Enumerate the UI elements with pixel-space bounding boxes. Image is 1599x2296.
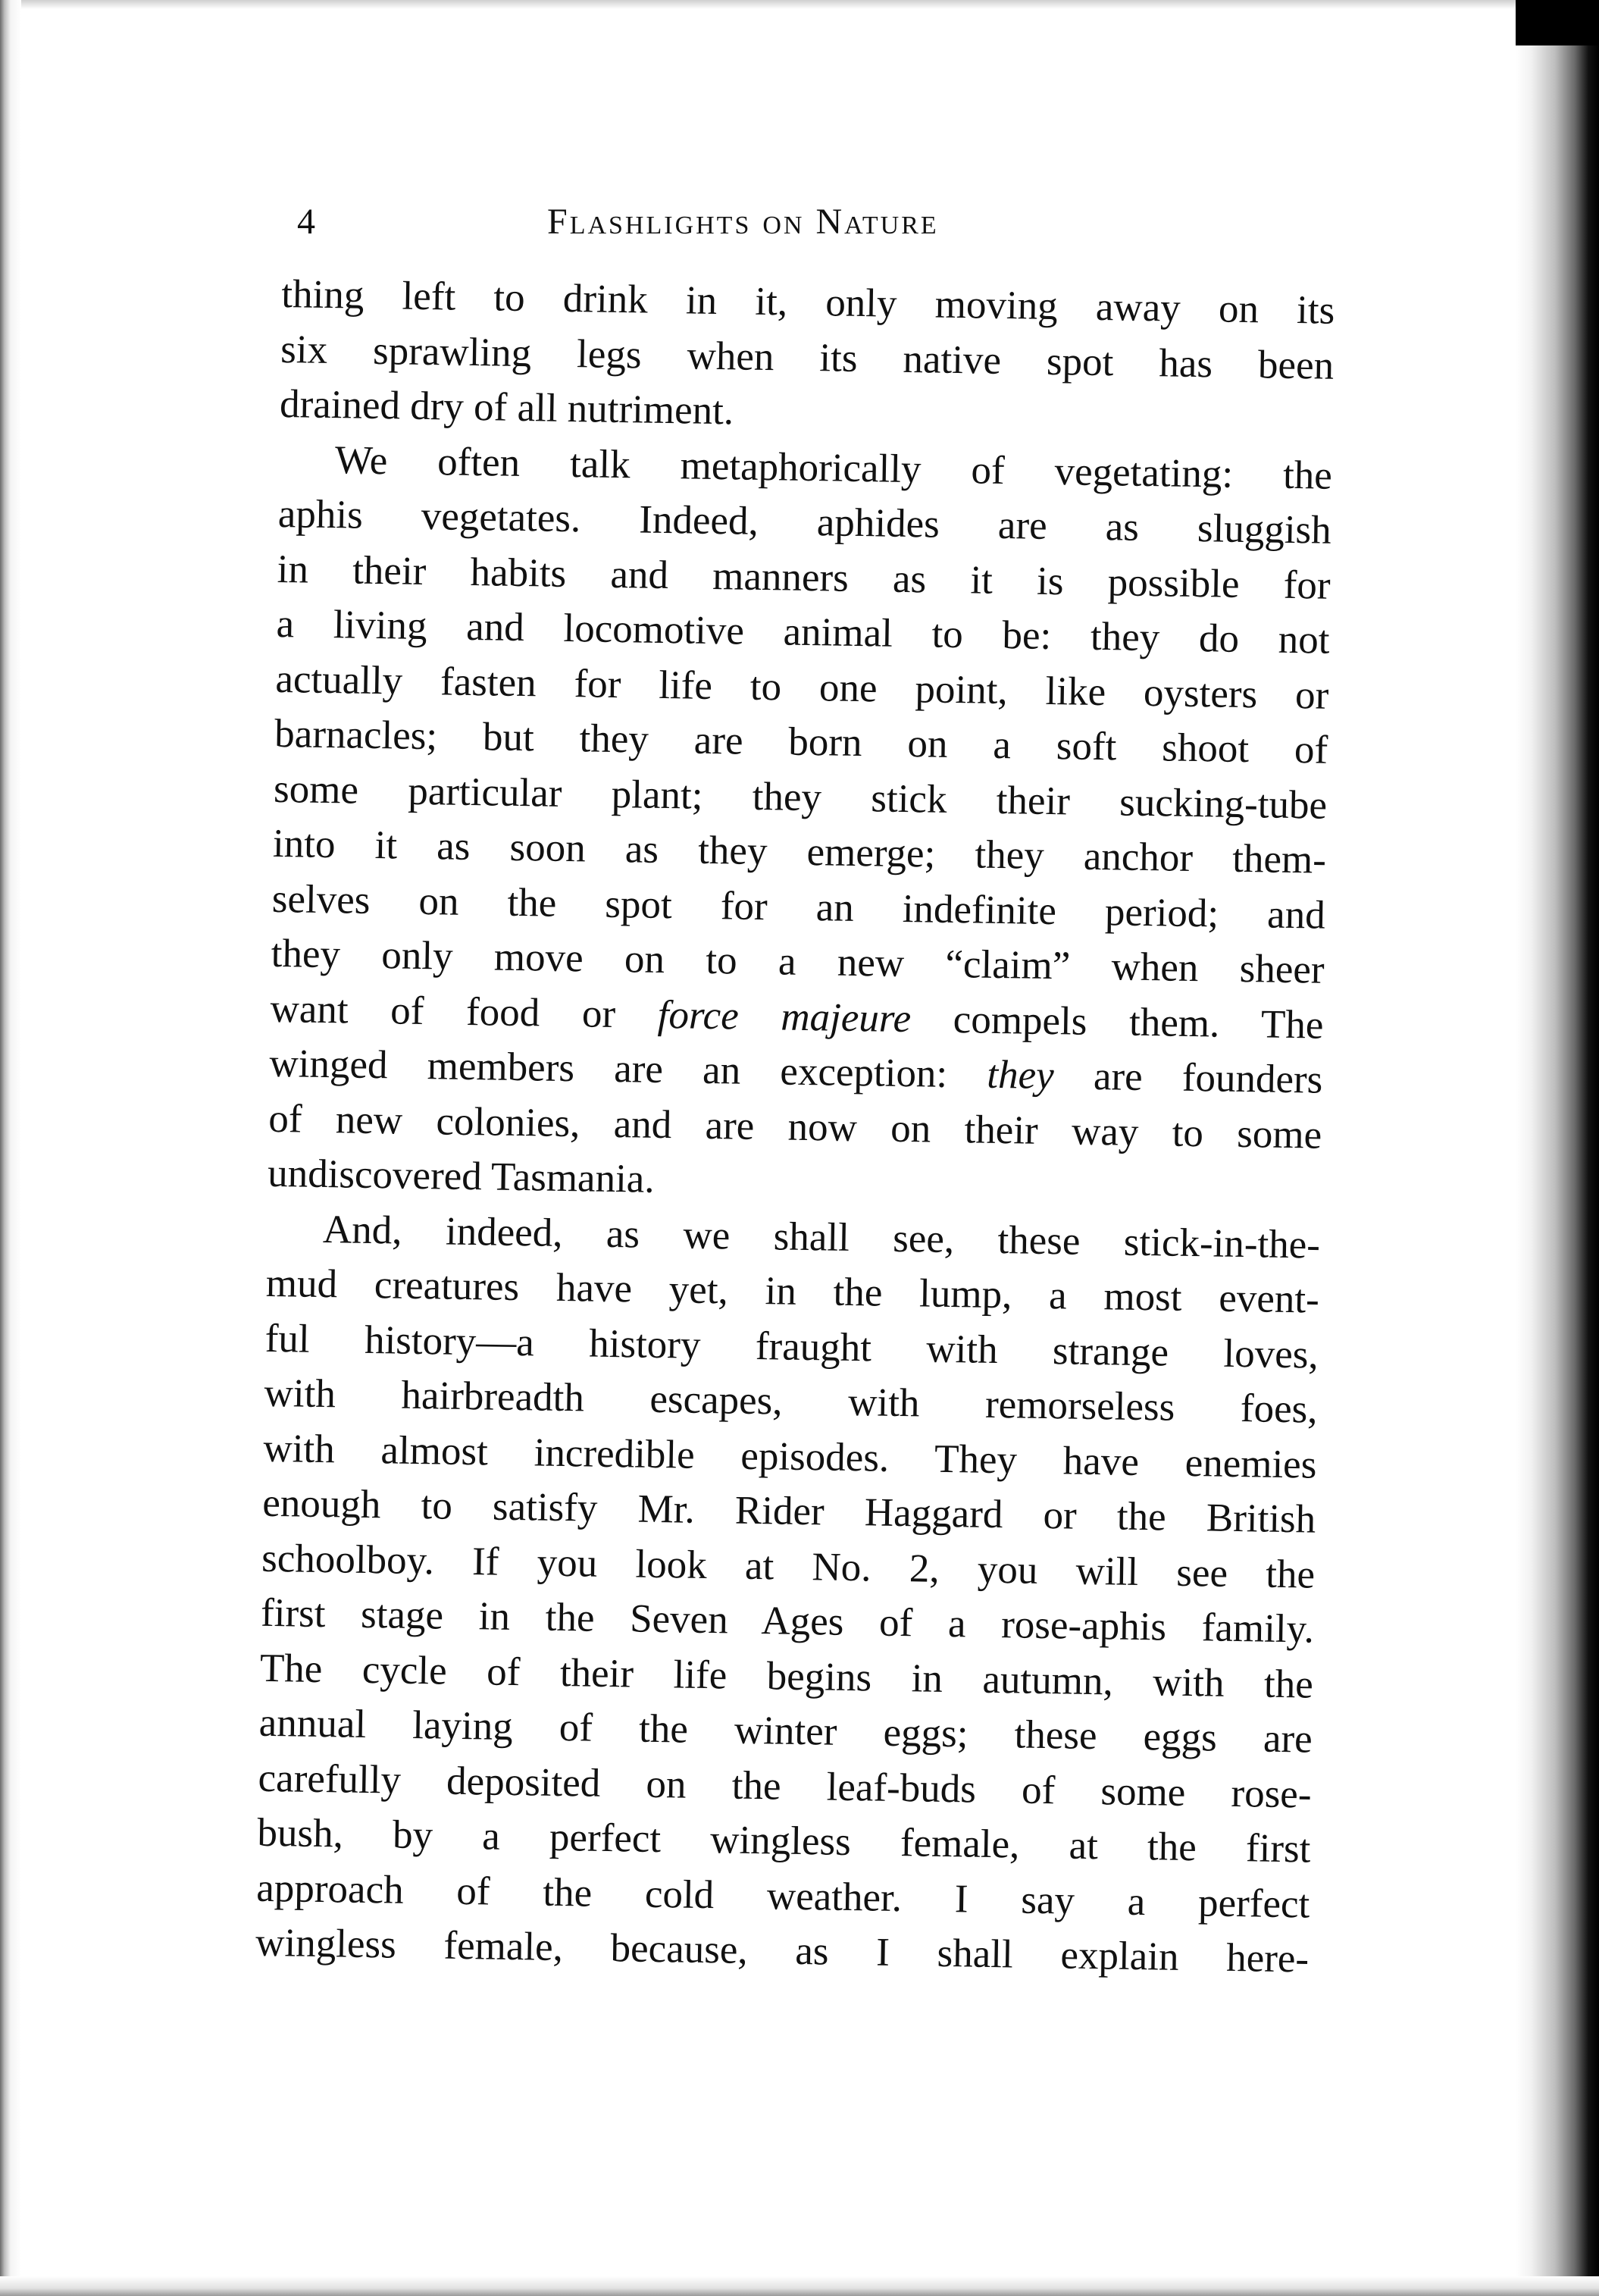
text-line-content: of new colonies, and are now on their way to some [268,1096,1322,1157]
text-line-content: some particular plant; they stick their sucking-tube [273,766,1328,828]
text-line-content: winged members are an exception: they are founders [269,1041,1323,1102]
text-line-content: thing left to drink in it, only moving away on its [280,271,1335,333]
text-line-content: carefully deposited on the leaf-buds of some rose- [258,1756,1312,1817]
text-line-content: mud creatures have yet, in the lump, a most event- [265,1261,1320,1322]
italic-phrase: force majeure [657,992,912,1041]
text-line-content: actually fasten for life to one point, like oysters or [275,656,1329,718]
text-line-content: enough to satisfy Mr. Rider Haggard or the British [261,1480,1316,1542]
page-left-edge [0,0,21,2296]
text-line-content: wingless female, because, as I shall explain here- [255,1920,1310,1981]
text-line-content: The cycle of their life begins in autumn, with the [259,1646,1314,1707]
text-line-content: ful history—a history fraught with strange loves, [264,1316,1319,1377]
text-line-content: six sprawling legs when its native spot has been [280,327,1335,388]
book-spine-top [1516,0,1599,45]
text-line-content: with almost incredible episodes. They have enemies [263,1426,1317,1487]
text-line-content: schoolboy. If you look at No. 2, you will see the [261,1536,1316,1597]
italic-phrase: they [986,1052,1055,1098]
text-line-content: in their habits and manners as it is possible for [277,547,1331,608]
page-number: 4 [297,202,315,242]
text-line-content: drained dry of all nutriment. [279,381,734,434]
running-title: Flashlights on Nature [547,202,939,242]
text-line-content: they only move on to a new “claim” when sheer [271,931,1325,992]
text-line-content: And, indeed, as we shall see, these stick-in-the- [322,1207,1321,1267]
text-line-content: selves on the spot for an indefinite period; and [271,876,1326,938]
page-bottom-edge [0,2276,1599,2296]
text-line-content: a living and locomotive animal to be: they do not [276,601,1330,662]
text-line-content: with hairbreadth escapes, with remorseless foes, [264,1370,1318,1432]
text-line-content: annual laying of the winter eggs; these eggs are [258,1700,1313,1762]
text-line-content: barnacles; but they are born on a soft shoot of [274,711,1328,772]
book-spine-shadow [1516,0,1599,2296]
text-line-content: want of food or force majeure compels them. The [270,986,1324,1048]
text-line-content: aphis vegetates. Indeed, aphides are as sluggish [277,491,1332,553]
text-line-content: approach of the cold weather. I say a perfect [255,1865,1310,1927]
text-line-content: We often talk metaphorically of vegetating: the [334,437,1333,498]
page-top-edge [0,0,1599,9]
text-line-content: into it as soon as they emerge; they anchor them- [272,821,1327,882]
body-text [255,267,1335,1987]
text-line-content: first stage in the Seven Ages of a rose-aphis family. [260,1590,1315,1652]
text-line-content: bush, by a perfect wingless female, at the first [257,1810,1311,1872]
text-line-content: undiscovered Tasmania. [267,1151,656,1201]
running-header [297,196,1343,249]
